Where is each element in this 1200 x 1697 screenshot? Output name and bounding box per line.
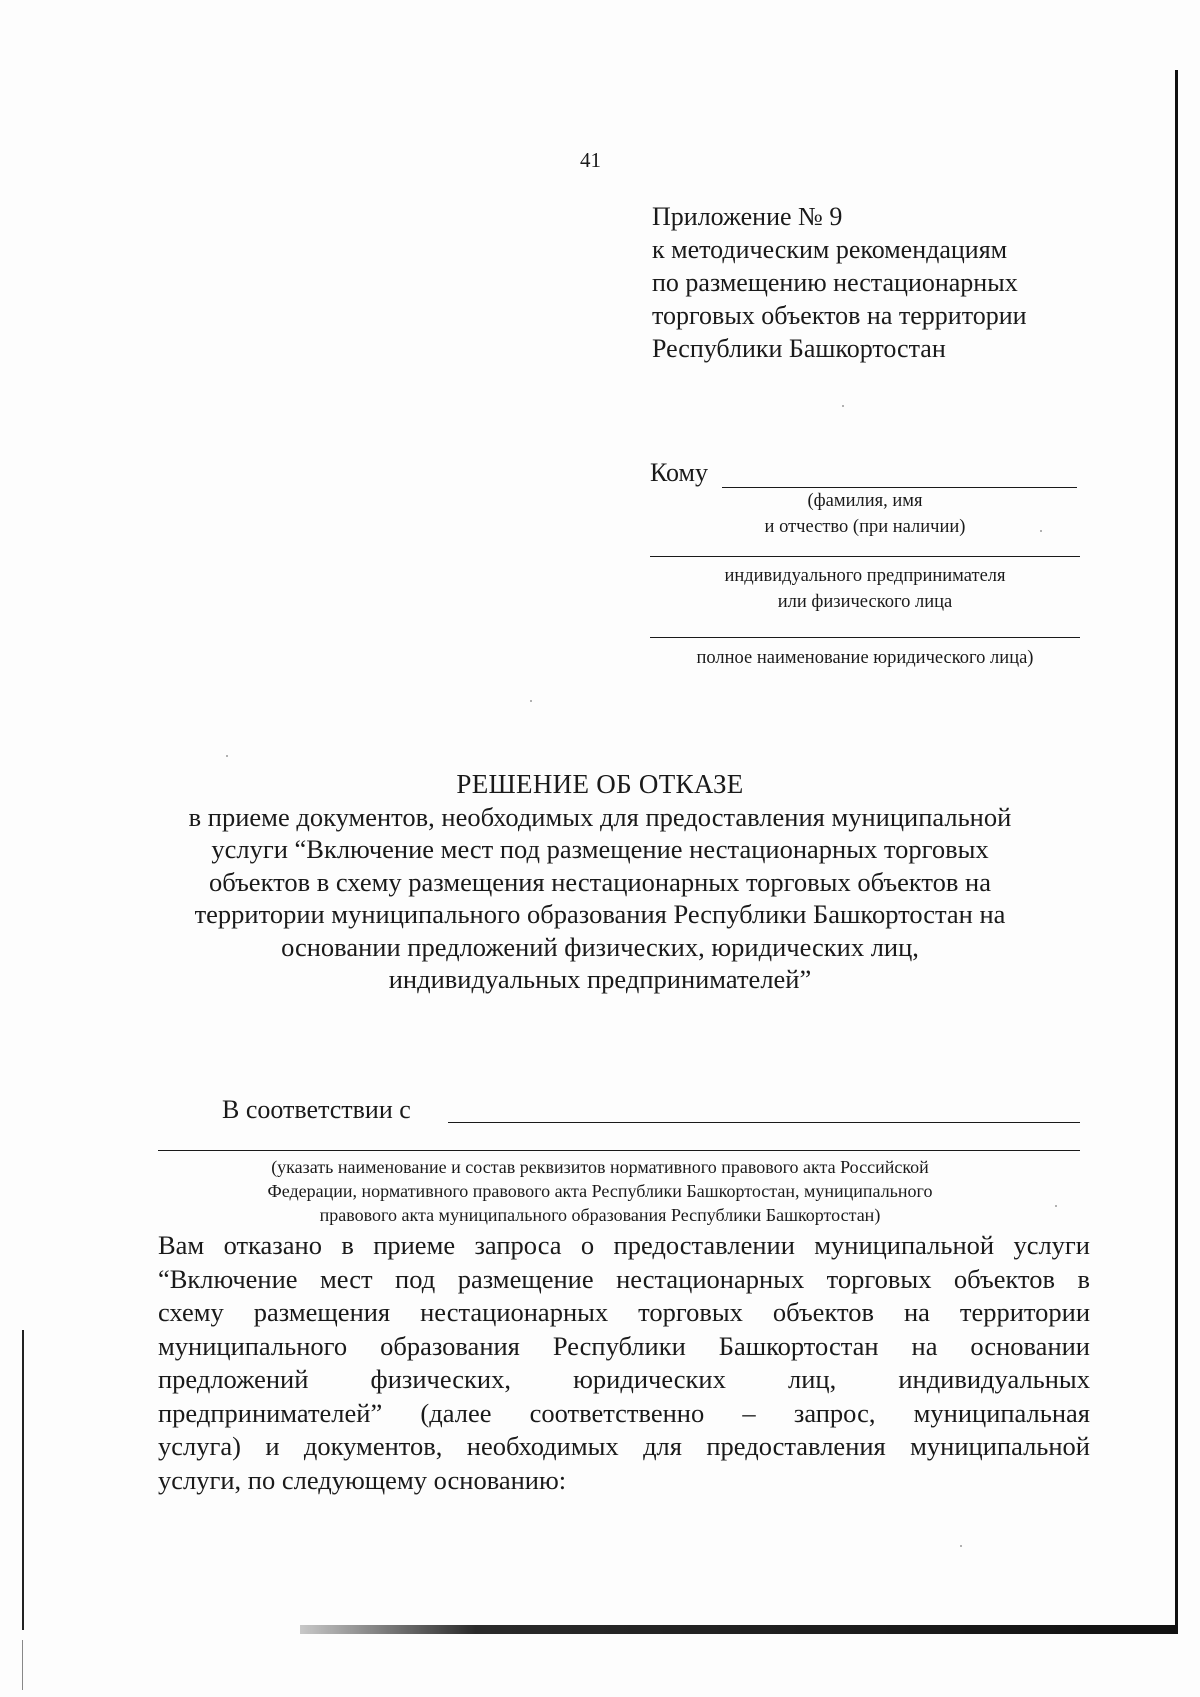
- decision-title-line: услуги “Включение мест под размещение нестационарных торговых: [211, 834, 989, 864]
- annex-line: Приложение № 9: [652, 202, 843, 231]
- annex-line: к методическим рекомендациям: [652, 235, 1008, 264]
- scan-edge-bottom: [300, 1625, 1178, 1634]
- scan-speck: [226, 755, 228, 757]
- addressee-block: [650, 458, 1080, 492]
- decision-title-line: индивидуальных предпринимателей”: [388, 964, 812, 994]
- hint-line: правового акта муниципального образования Республики Башкортостан): [319, 1205, 881, 1225]
- addressee-label: Кому: [650, 458, 709, 487]
- annex-line: по размещению нестационарных: [652, 268, 1018, 297]
- scan-speck: [530, 700, 532, 702]
- paragraph-line: Вам отказано в приеме запроса о предоставлении муниципальной услуги: [158, 1230, 1090, 1260]
- hint-line: (указать наименование и состав реквизитов нормативного правового акта Российской: [271, 1157, 929, 1177]
- decision-title: [150, 768, 1050, 996]
- scan-speck: [960, 1545, 962, 1547]
- refusal-paragraph: [158, 1229, 1090, 1497]
- addressee-line: [650, 458, 1080, 492]
- hint-line: Федерации, нормативного правового акта Республики Башкортостан, муниципального: [267, 1181, 933, 1201]
- paragraph-line: “Включение мест под размещение нестационарных торговых объектов в: [158, 1263, 1090, 1294]
- hint-line: (фамилия, имя: [807, 491, 923, 511]
- legal-act-hint: [150, 1155, 1050, 1227]
- accordance-label: В соответствии с: [222, 1095, 411, 1124]
- paragraph-line: предложений физических, юридических лиц, индивидуальных: [158, 1364, 1090, 1394]
- annex-header: [652, 200, 1027, 365]
- scan-speck: [842, 405, 844, 407]
- accordance-field[interactable]: [448, 1122, 1080, 1123]
- addressee-hint-org: [650, 645, 1080, 671]
- annex-line: Республики Башкортостан: [652, 334, 946, 363]
- paragraph-line: услуги, по следующему основанию:: [158, 1464, 567, 1495]
- paragraph-line: услуга) и документов, необходимых для предоставления муниципальной: [158, 1431, 1090, 1461]
- hint-line: индивидуального предпринимателя: [724, 566, 1006, 586]
- hint-line: или физического лица: [777, 592, 953, 612]
- page-number: 41: [580, 148, 601, 172]
- hint-line: и отчество (при наличии): [764, 517, 966, 537]
- scan-edge-left-faint: [22, 1640, 23, 1690]
- decision-title-line: основании предложений физических, юридических лиц,: [281, 931, 919, 962]
- paragraph-line: схему размещения нестационарных торговых объектов на территории: [158, 1297, 1090, 1327]
- scan-speck: [1055, 1205, 1057, 1207]
- addressee-hint-name: [650, 488, 1080, 540]
- scan-edge-right: [1175, 70, 1178, 1625]
- decision-title-line: объектов в схему размещения нестационарных торговых объектов на: [209, 866, 991, 897]
- addressee-field-line-2[interactable]: [650, 556, 1080, 557]
- paragraph-line: муниципального образования Республики Башкортостан на основании: [158, 1330, 1090, 1361]
- annex-line: торговых объектов на территории: [652, 301, 1027, 330]
- decision-title-line: территории муниципального образования Республики Башкортостан на: [194, 899, 1006, 929]
- decision-title-main: РЕШЕНИЕ ОБ ОТКАЗЕ: [456, 769, 744, 799]
- paragraph-line: предпринимателей” (далее соответственно – запрос, муниципальная: [158, 1397, 1090, 1428]
- addressee-field-line-3[interactable]: [650, 637, 1080, 638]
- accordance-field-line-2[interactable]: [158, 1150, 1080, 1151]
- addressee-hint-ip: [650, 563, 1080, 615]
- hint-line: полное наименование юридического лица): [696, 648, 1034, 668]
- scan-edge-left: [22, 1330, 24, 1630]
- decision-title-line: в приеме документов, необходимых для предоставления муниципальной: [188, 801, 1012, 832]
